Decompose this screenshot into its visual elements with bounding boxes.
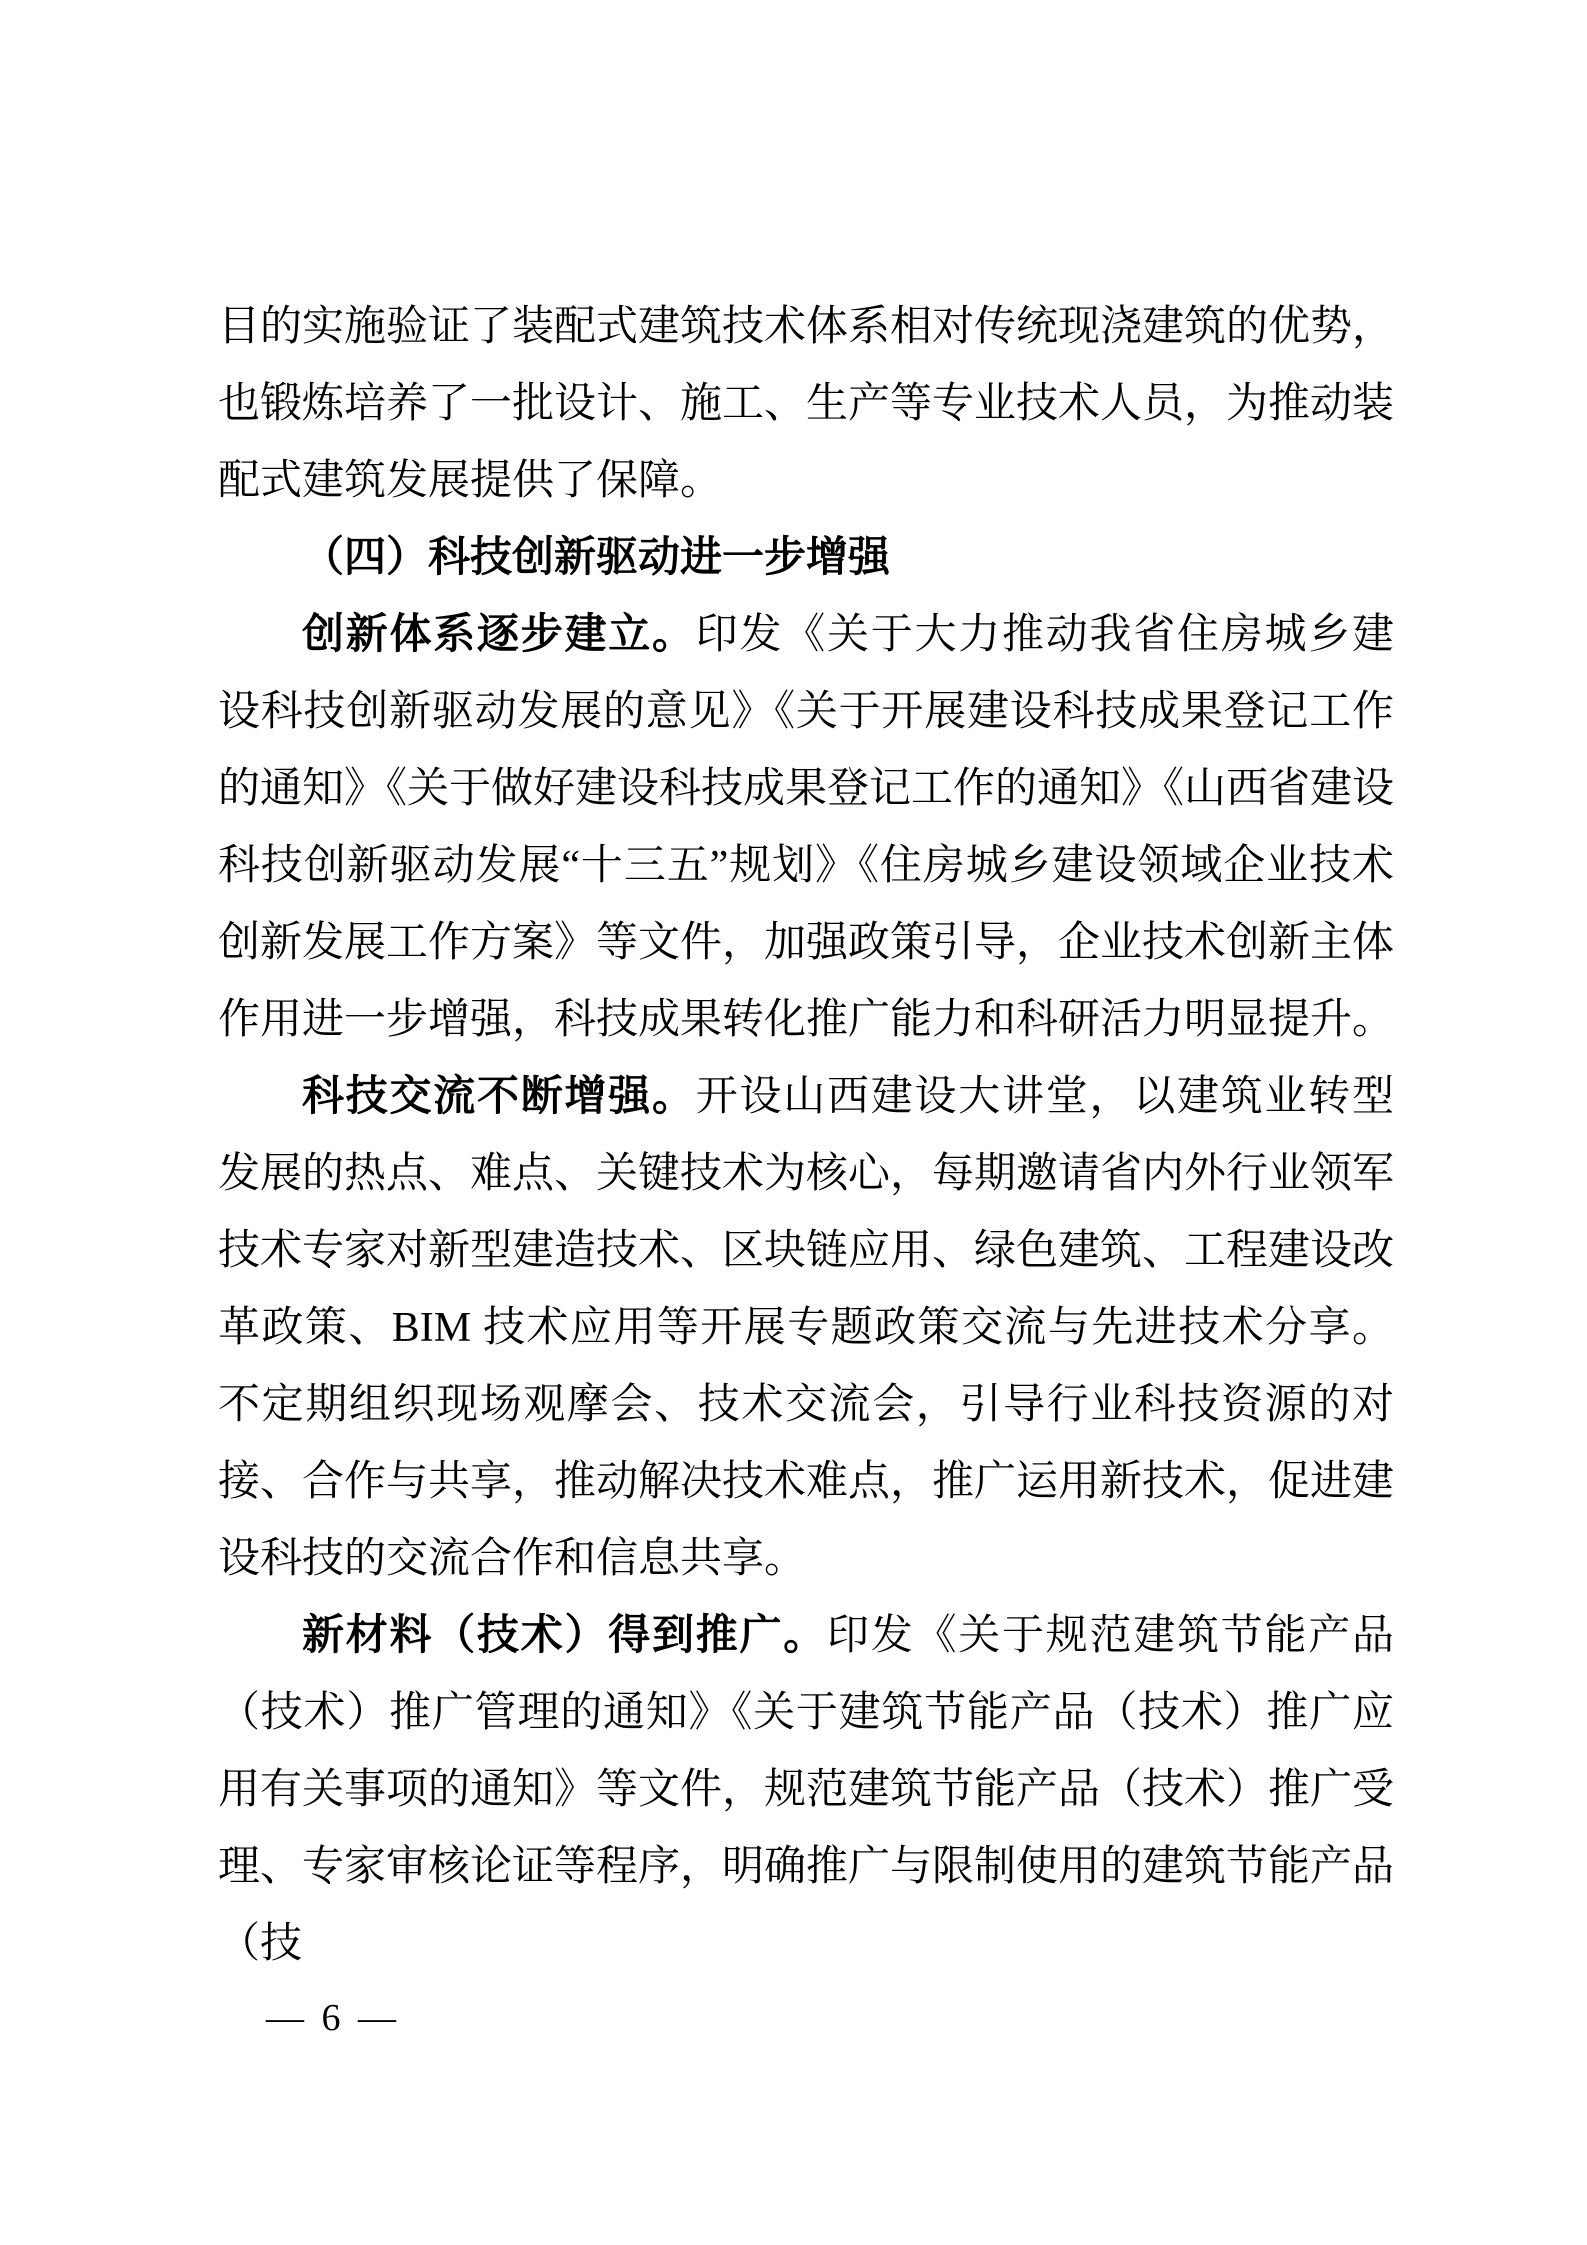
paragraph-lead: 创新体系逐步建立。 <box>302 612 696 658</box>
section-heading <box>218 520 1394 597</box>
paragraph <box>218 597 1394 1059</box>
paragraph-continued <box>218 289 1394 520</box>
document-body <box>218 289 1394 1983</box>
paragraph-lead: 科技交流不断增强。 <box>302 1074 696 1120</box>
page-number <box>266 1996 400 2040</box>
paragraph <box>218 1598 1394 1983</box>
section-heading-text: （四）科技创新驱动进一步增强 <box>302 535 891 581</box>
paragraph-lead: 新材料（技术）得到推广。 <box>302 1613 827 1659</box>
paragraph-text: 印发《关于规范建筑节能产品（技术）推广管理的通知》《关于建筑节能产品（技术）推广应用有关事项的通知》等文件，规范建筑节能产品（技术）推广受理、专家审核论证等程序，明确推广与限制使用的建筑节能产品（技 <box>218 1613 1395 1967</box>
paragraph-text: 开设山西建设大讲堂，以建筑业转型发展的热点、难点、关键技术为核心，每期邀请省内外行业领军技术专家对新型建造技术、区块链应用、绿色建筑、工程建设改革政策、BIM 技术应用等开展专题政策交流与先进技术分享。不定期组织现场观摩会、技术交流会，引导行业科技资源的对接、合作与共享，推动解决技术难点，推广运用新技术，促进建设科技的交流合作和信息共享。 <box>218 1074 1395 1582</box>
paragraph-text: 目的实施验证了装配式建筑技术体系相对传统现浇建筑的优势，也锻炼培养了一批设计、施工、生产等专业技术人员，为推动装配式建筑发展提供了保障。 <box>218 304 1395 504</box>
page-number-text: — 6 — <box>266 1997 400 2039</box>
paragraph <box>218 1059 1394 1598</box>
paragraph-text: 印发《关于大力推动我省住房城乡建设科技创新驱动发展的意见》《关于开展建设科技成果登记工作的通知》《关于做好建设科技成果登记工作的通知》《山西省建设科技创新驱动发展“十三五”规划》《住房城乡建设领域企业技术创新发展工作方案》等文件，加强政策引导，企业技术创新主体作用进一步增强，科技成果转化推广能力和科研活力明显提升。 <box>218 612 1395 1043</box>
